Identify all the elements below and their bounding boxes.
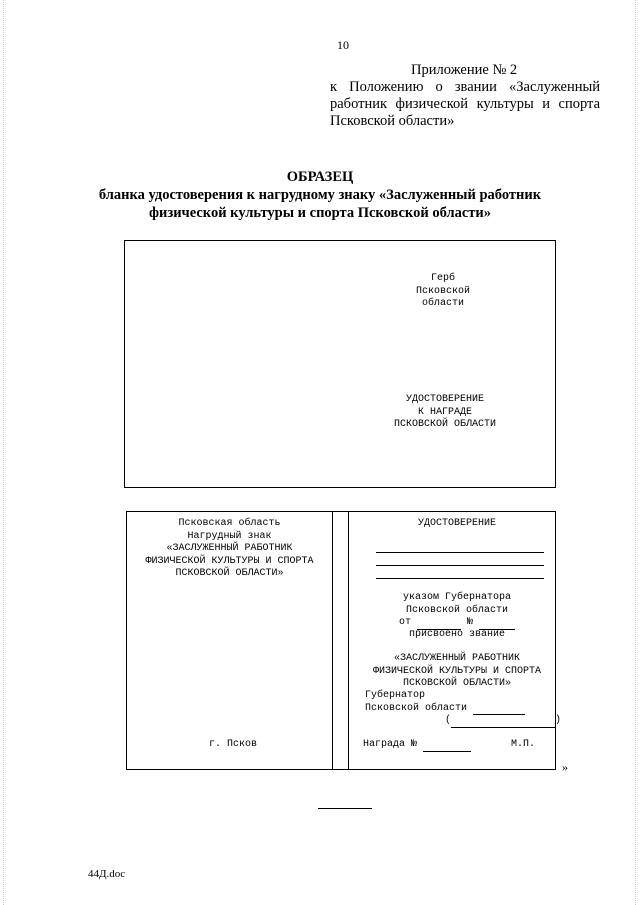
page-number: 10: [337, 38, 349, 52]
award-number-blank: [423, 742, 471, 752]
left-page-city: г. Псков: [208, 739, 257, 750]
recipient-line: [376, 552, 544, 553]
governor-text: [365, 690, 525, 715]
appendix-line: Псковской области»: [330, 113, 455, 129]
closing-quote: »: [562, 760, 568, 774]
recipient-line: [376, 578, 544, 579]
from-label: от: [398, 617, 411, 628]
emblem-line: Герб: [430, 273, 455, 284]
emblem-placeholder: [383, 273, 503, 311]
rank-line: ПСКОВСКОЙ ОБЛАСТИ»: [402, 678, 512, 689]
seal-label: М.П.: [511, 739, 536, 750]
appendix-title: Приложение № 2: [411, 62, 518, 78]
heading-line: бланка удостоверения к нагрудному знаку «Заслуженный работник: [98, 187, 542, 203]
rank-text: [357, 653, 557, 691]
left-page-line: ФИЗИЧЕСКОЙ КУЛЬТУРЫ И СПОРТА: [145, 555, 314, 567]
footer-filename: 44Д.doc: [88, 868, 126, 880]
signature-blank: [473, 705, 525, 715]
governor-line: Губернатор: [365, 690, 426, 701]
left-page-line: Псковская область: [178, 518, 281, 529]
document-heading: [0, 168, 640, 222]
award-number-line: [363, 739, 471, 752]
appendix-block: [330, 62, 600, 130]
cover-title-line: УДОСТОВЕРЕНИЕ: [405, 394, 484, 405]
left-page-line: «ЗАСЛУЖЕННЫЙ РАБОТНИК: [166, 543, 293, 554]
left-page-line: Нагрудный знак: [187, 530, 272, 542]
scan-edge-left: [3, 0, 5, 905]
bottom-rule: [318, 808, 372, 809]
decree-date-line: [357, 617, 557, 630]
left-page-line: ПСКОВСКОЙ ОБЛАСТИ»: [175, 568, 284, 579]
emblem-line: Псковской: [415, 285, 470, 297]
decree-number-blank: [479, 620, 515, 630]
paren-close: ): [555, 715, 562, 726]
emblem-line: области: [421, 298, 464, 309]
number-label: №: [467, 617, 474, 628]
awarded-text: присвоено звание: [408, 629, 505, 640]
scan-edge-right: [635, 0, 637, 905]
decree-line: указом Губернатора: [402, 592, 512, 603]
certificate-spread: [126, 511, 562, 770]
date-blank: [417, 620, 461, 630]
right-page-title: УДОСТОВЕРЕНИЕ: [417, 518, 496, 529]
paren-open: (: [445, 715, 452, 726]
spread-fold: [332, 512, 349, 769]
cover-title: [365, 394, 525, 432]
appendix-line: работник физической культуры и спорта: [330, 96, 600, 112]
signature-decoding: [445, 715, 561, 728]
governor-sign-line: [365, 703, 525, 716]
decree-text: [357, 592, 557, 617]
decree-line: Псковской области: [405, 604, 509, 616]
heading-title: ОБРАЗЕЦ: [286, 169, 354, 185]
heading-line: физической культуры и спорта Псковской области»: [148, 205, 492, 221]
cover-title-line: К НАГРАДЕ: [417, 406, 472, 418]
governor-line: Псковской области: [365, 702, 468, 714]
cover-title-line: ПСКОВСКОЙ ОБЛАСТИ: [393, 419, 497, 430]
certificate-cover: [124, 240, 556, 488]
rank-line: ФИЗИЧЕСКОЙ КУЛЬТУРЫ И СПОРТА: [372, 665, 542, 677]
name-blank: [451, 718, 555, 728]
appendix-line: к Положению о звании «Заслуженный: [330, 79, 600, 95]
rank-line: «ЗАСЛУЖЕННЫЙ РАБОТНИК: [393, 653, 521, 664]
recipient-line: [376, 565, 544, 566]
left-page-text: [127, 518, 332, 581]
award-label: Награда №: [363, 739, 418, 750]
